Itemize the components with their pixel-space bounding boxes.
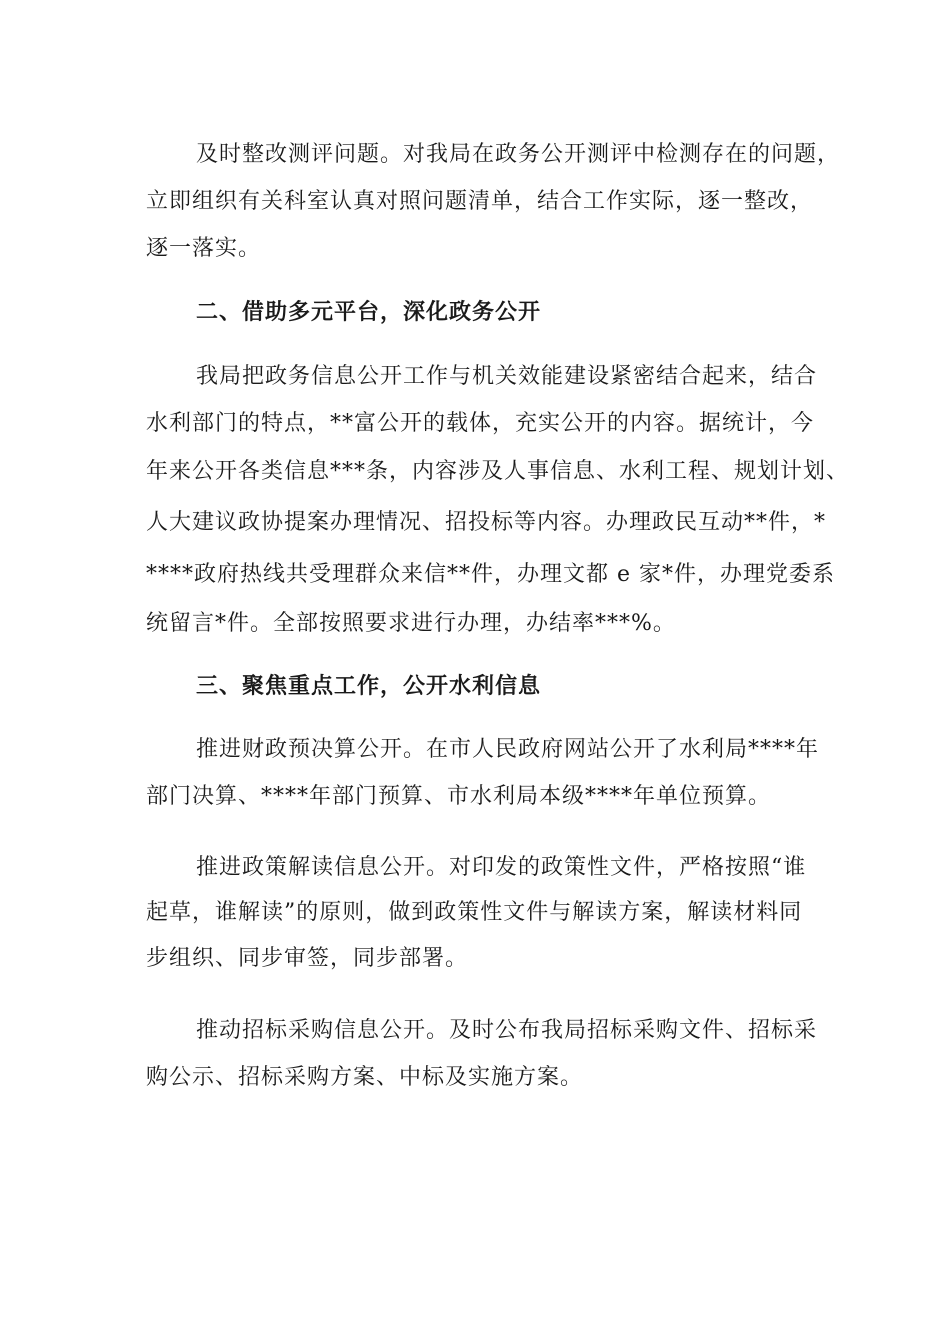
paragraph-line: 推进财政预决算公开。在市人民政府网站公开了水利局****年	[196, 737, 820, 762]
paragraph-line: 我局把政务信息公开工作与机关效能建设紧密结合起来，结合	[196, 364, 818, 389]
paragraph-line: 推进政策解读信息公开。对印发的政策性文件，严格按照“谁	[196, 855, 807, 880]
section-heading: 二、借助多元平台，深化政务公开	[196, 300, 542, 325]
paragraph-line: 起草，谁解读”的原则，做到政策性文件与解读方案，解读材料同	[146, 900, 803, 925]
paragraph-line: 年来公开各类信息***条，内容涉及人事信息、水利工程、规划计划、	[146, 459, 850, 484]
paragraph-line: 购公示、招标采购方案、中标及实施方案。	[146, 1065, 584, 1090]
paragraph-line: 部门决算、****年部门预算、市水利局本级****年单位预算。	[146, 784, 772, 809]
paragraph-line: 推动招标采购信息公开。及时公布我局招标采购文件、招标采	[196, 1018, 818, 1043]
paragraph-line: 步组织、同步审签，同步部署。	[146, 946, 469, 971]
paragraph-line: ****政府热线共受理群众来信**件，办理文都 e 家*件，办理党委系	[146, 562, 836, 587]
paragraph-line: 立即组织有关科室认真对照问题清单，结合工作实际，逐一整改，	[146, 189, 814, 214]
paragraph-line: 及时整改测评问题。对我局在政务公开测评中检测存在的问题，	[196, 142, 841, 167]
section-heading: 三、聚焦重点工作，公开水利信息	[196, 674, 542, 699]
paragraph-line: 统留言*件。全部按照要求进行办理，办结率***%。	[146, 611, 676, 636]
paragraph-line: 人大建议政协提案办理情况、招投标等内容。办理政民互动**件，*	[146, 510, 827, 535]
paragraph-line: 水利部门的特点，**富公开的载体，充实公开的内容。据统计，今	[146, 411, 815, 436]
paragraph-line: 逐一落实。	[146, 236, 262, 261]
